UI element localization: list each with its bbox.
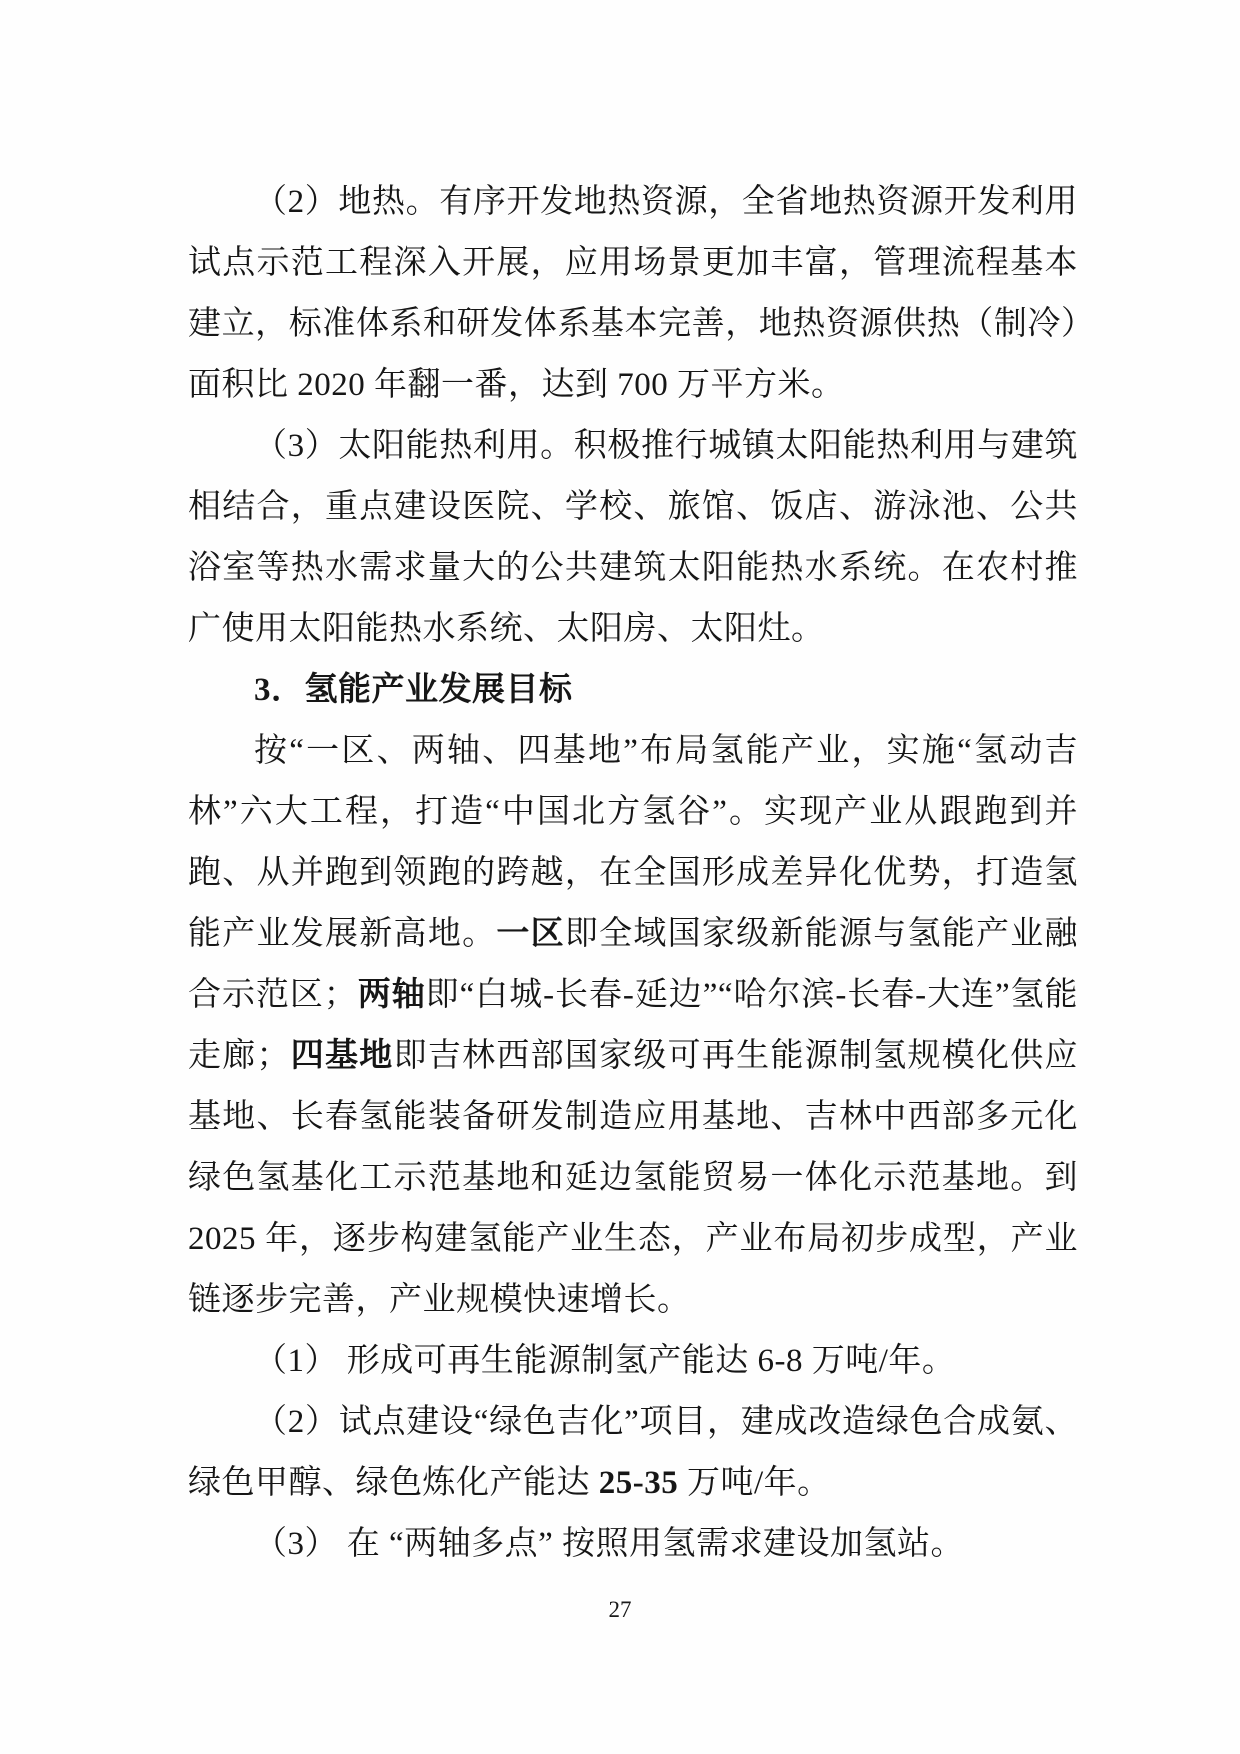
paragraph <box>188 1331 1078 1392</box>
bold-text-run: 四基地 <box>290 1038 394 1074</box>
paragraph <box>188 1392 1078 1514</box>
text-run: 即吉林西部国家级可再生能源制氢规模化供应基地、长春氢能装备研发制造应用基地、吉林中西部多元化绿色氢基化工示范基地和延边氢能贸易一体化示范基地。到 2025 年，逐步构建氢能产业生态，产业布局初步成型，产业链逐步完善，产业规模快速增长。 <box>188 1038 1079 1318</box>
bold-text-run: 3．氢能产业发展目标 <box>254 672 573 708</box>
text-run: （3） 在 “两轴多点” 按照用氢需求建设加氢站。 <box>254 1526 965 1562</box>
bold-text-run: 两轴 <box>357 977 426 1013</box>
text-run: 万吨/年。 <box>678 1465 831 1501</box>
text-run: （3）太阳能热利用。积极推行城镇太阳能热利用与建筑相结合，重点建设医院、学校、旅馆、饭店、游泳池、公共浴室等热水需求量大的公共建筑太阳能热水系统。在农村推广使用太阳能热水系统、太阳房、太阳灶。 <box>188 428 1078 647</box>
text-run: 按“一区、两轴、四基地”布局氢能产业，实施“氢动吉林”六大工程，打造“中国北方氢谷”。实现产业从跟跑到并跑、从并跑到领跑的跨越，在全国形成差异化优势，打造氢能产业发展新高地。 <box>188 733 1078 952</box>
paragraph <box>188 721 1078 1331</box>
page-number: 27 <box>608 1597 632 1622</box>
text-run: 即“白城-长春-延边”“哈尔滨-长春-大连”氢能走廊； <box>188 977 1079 1074</box>
text-run: 即全域国家级新能源与氢能产业融合示范区； <box>188 916 1079 1013</box>
document-body <box>188 172 1078 1575</box>
paragraph <box>188 1514 1078 1575</box>
text-run: （2）地热。有序开发地热资源，全省地热资源开发利用试点示范工程深入开展，应用场景更加丰富，管理流程基本建立，标准体系和研发体系基本完善，地热资源供热（制冷）面积比 2020 年翻一番，达到 700 万平方米。 <box>188 184 1078 403</box>
bold-text-run: 25-35 <box>598 1465 679 1501</box>
section-heading <box>188 660 1078 721</box>
paragraph <box>188 172 1078 416</box>
paragraph <box>188 416 1078 660</box>
bold-text-run: 一区 <box>496 916 565 952</box>
text-run: （2）试点建设“绿色吉化”项目，建成改造绿色合成氨、绿色甲醇、绿色炼化产能达 <box>188 1404 1078 1501</box>
text-run: （1） 形成可再生能源制氢产能达 6-8 万吨/年。 <box>254 1343 956 1379</box>
